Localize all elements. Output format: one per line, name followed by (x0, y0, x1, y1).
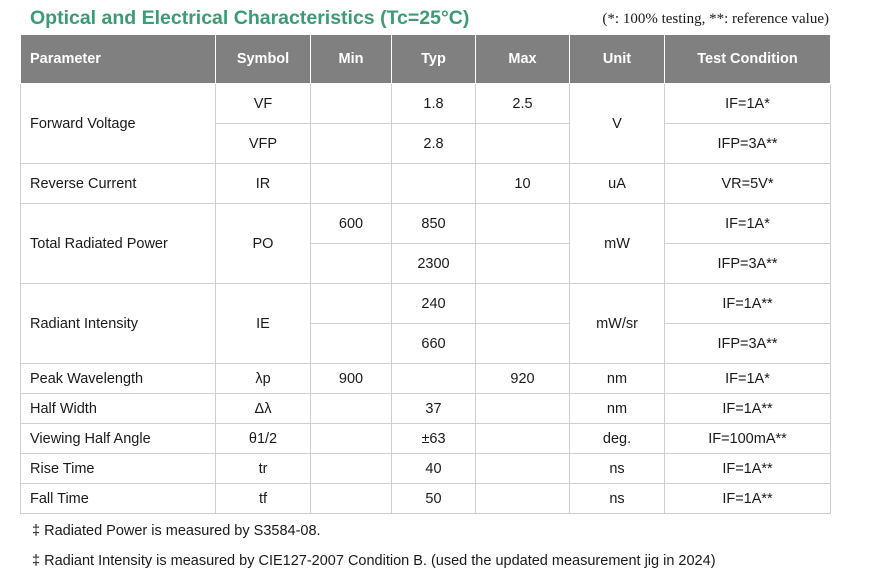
typ-cell: 50 (392, 484, 476, 514)
typ-cell: 2300 (392, 244, 476, 284)
characteristics-table (20, 34, 831, 514)
condition-cell: IF=1A* (665, 364, 831, 394)
parameter-cell: Total Radiated Power (21, 204, 216, 284)
condition-cell: IFP=3A** (665, 244, 831, 284)
symbol-cell: PO (216, 204, 311, 284)
parameter-cell: Rise Time (21, 454, 216, 484)
max-cell: 920 (476, 364, 570, 394)
symbol-cell: VFP (216, 124, 311, 164)
max-cell (476, 124, 570, 164)
condition-cell: IF=1A** (665, 394, 831, 424)
parameter-cell: Half Width (21, 394, 216, 424)
typ-cell: 240 (392, 284, 476, 324)
typ-cell: 40 (392, 454, 476, 484)
min-cell (311, 454, 392, 484)
typ-cell: 37 (392, 394, 476, 424)
condition-cell: IF=1A** (665, 454, 831, 484)
min-cell (311, 324, 392, 364)
testing-legend-note: (*: 100% testing, **: reference value) (602, 11, 829, 27)
typ-cell (392, 364, 476, 394)
max-cell (476, 284, 570, 324)
unit-cell: V (570, 84, 665, 164)
min-cell (311, 124, 392, 164)
symbol-cell: IR (216, 164, 311, 204)
min-cell (311, 484, 392, 514)
table-row (21, 84, 831, 124)
table-header-row (21, 35, 831, 84)
page-title: Optical and Electrical Characteristics (Tc=25°C) (30, 7, 470, 29)
header-parameter: Parameter (21, 35, 216, 84)
unit-cell: ns (570, 454, 665, 484)
table-row (21, 394, 831, 424)
max-cell (476, 454, 570, 484)
symbol-cell: λp (216, 364, 311, 394)
condition-cell: IF=1A** (665, 484, 831, 514)
symbol-cell: Δλ (216, 394, 311, 424)
max-cell (476, 424, 570, 454)
min-cell (311, 394, 392, 424)
footnote-radiant-intensity: ‡ Radiant Intensity is measured by CIE127-2007 Condition B. (used the updated measurement jig in 2024) (32, 553, 716, 569)
header-unit: Unit (570, 35, 665, 84)
min-cell (311, 164, 392, 204)
typ-cell: 850 (392, 204, 476, 244)
symbol-cell: θ1/2 (216, 424, 311, 454)
symbol-cell: IE (216, 284, 311, 364)
condition-cell: IFP=3A** (665, 124, 831, 164)
unit-cell: nm (570, 364, 665, 394)
table-row (21, 164, 831, 204)
max-cell (476, 394, 570, 424)
header-symbol: Symbol (216, 35, 311, 84)
footnote-radiated-power: ‡ Radiated Power is measured by S3584-08. (32, 523, 321, 539)
parameter-cell: Viewing Half Angle (21, 424, 216, 454)
max-cell: 2.5 (476, 84, 570, 124)
min-cell (311, 424, 392, 454)
parameter-cell: Fall Time (21, 484, 216, 514)
min-cell (311, 84, 392, 124)
table-row (21, 454, 831, 484)
table-row (21, 424, 831, 454)
max-cell (476, 204, 570, 244)
parameter-cell: Peak Wavelength (21, 364, 216, 394)
symbol-cell: VF (216, 84, 311, 124)
min-cell: 900 (311, 364, 392, 394)
header-max: Max (476, 35, 570, 84)
parameter-cell: Reverse Current (21, 164, 216, 204)
unit-cell: mW/sr (570, 284, 665, 364)
table-row (21, 484, 831, 514)
min-cell: 600 (311, 204, 392, 244)
min-cell (311, 284, 392, 324)
condition-cell: IF=1A** (665, 284, 831, 324)
unit-cell: mW (570, 204, 665, 284)
max-cell: 10 (476, 164, 570, 204)
max-cell (476, 244, 570, 284)
table-row (21, 284, 831, 324)
unit-cell: nm (570, 394, 665, 424)
unit-cell: uA (570, 164, 665, 204)
symbol-cell: tr (216, 454, 311, 484)
min-cell (311, 244, 392, 284)
parameter-cell: Radiant Intensity (21, 284, 216, 364)
unit-cell: ns (570, 484, 665, 514)
parameter-cell: Forward Voltage (21, 84, 216, 164)
max-cell (476, 324, 570, 364)
header-min: Min (311, 35, 392, 84)
typ-cell: 660 (392, 324, 476, 364)
header-test-condition: Test Condition (665, 35, 831, 84)
condition-cell: IF=1A* (665, 84, 831, 124)
condition-cell: IFP=3A** (665, 324, 831, 364)
typ-cell (392, 164, 476, 204)
table-row (21, 364, 831, 394)
header-typ: Typ (392, 35, 476, 84)
symbol-cell: tf (216, 484, 311, 514)
typ-cell: ±63 (392, 424, 476, 454)
max-cell (476, 484, 570, 514)
typ-cell: 2.8 (392, 124, 476, 164)
unit-cell: deg. (570, 424, 665, 454)
table-row (21, 204, 831, 244)
condition-cell: VR=5V* (665, 164, 831, 204)
condition-cell: IF=100mA** (665, 424, 831, 454)
condition-cell: IF=1A* (665, 204, 831, 244)
typ-cell: 1.8 (392, 84, 476, 124)
